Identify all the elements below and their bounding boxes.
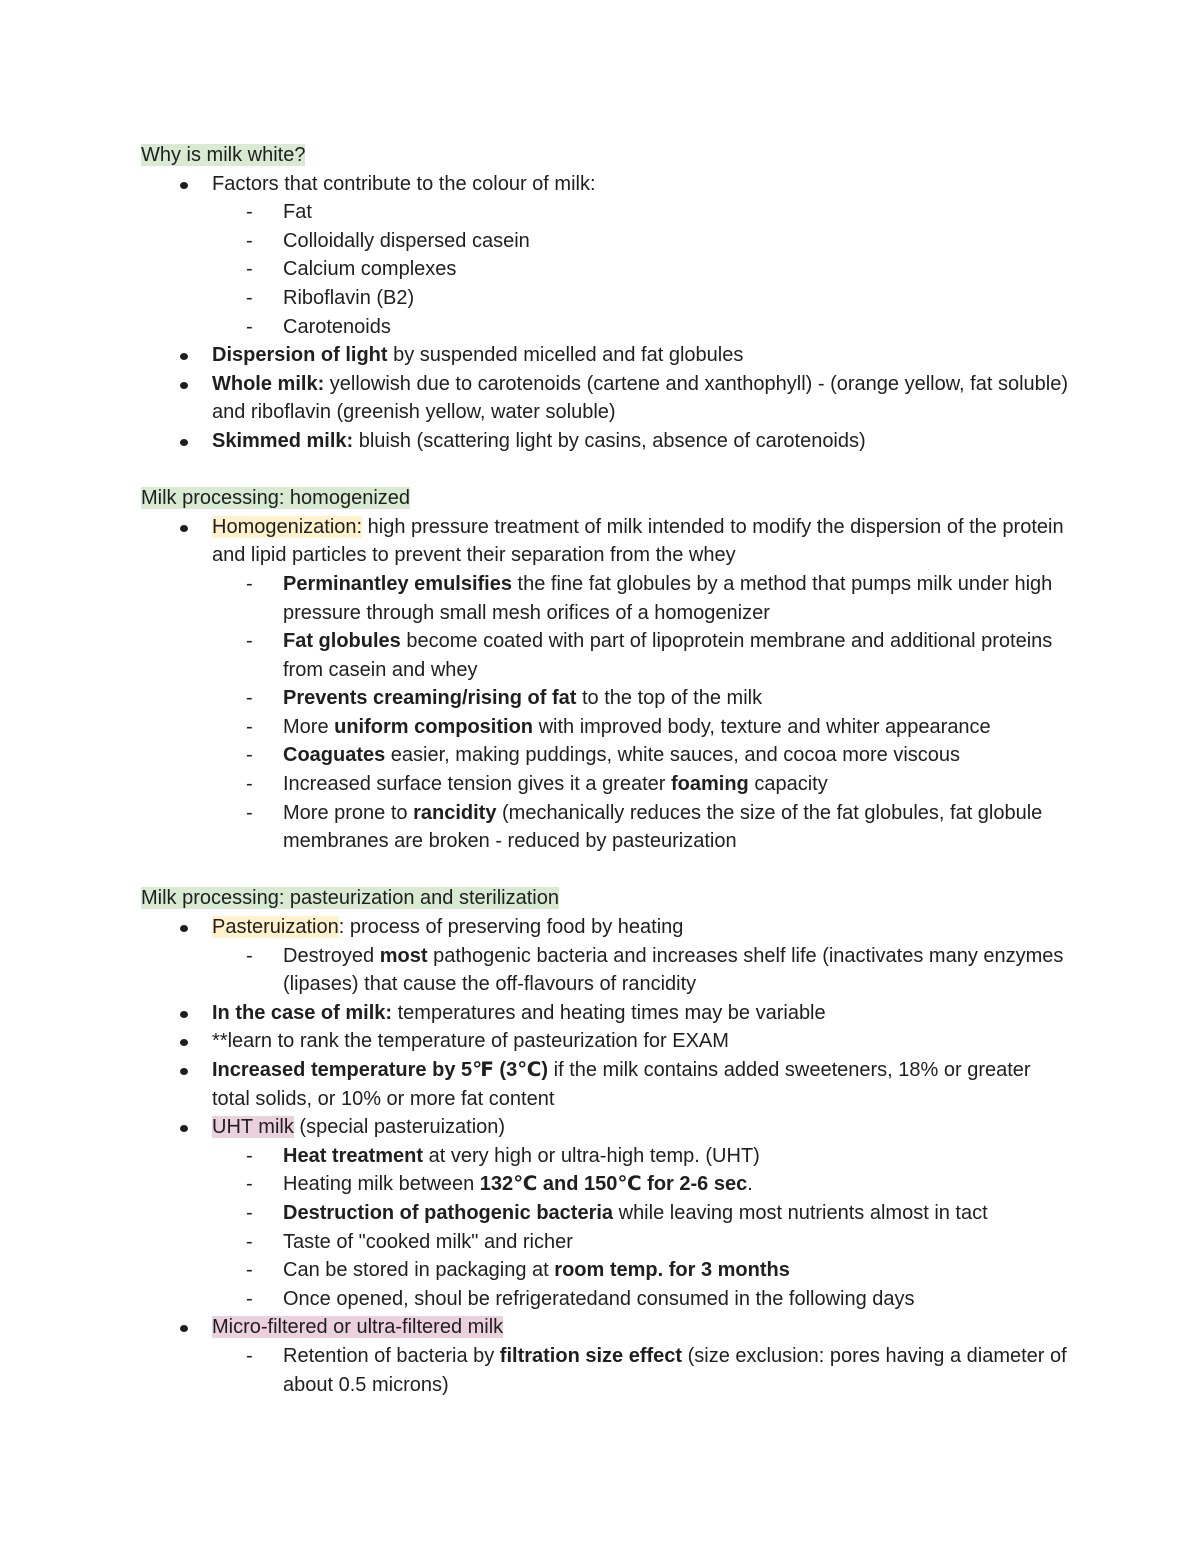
dash-item [212,1228,1071,1257]
bullet-dot-icon [180,1011,188,1018]
bold-text: 132℃ and 150℃ for 2-6 sec [479,1173,748,1196]
section-heading [141,484,1071,513]
bold-text: Increased temperature by 5℉ (3℃) [212,1059,549,1081]
dash-marker-icon: - [246,630,253,653]
text-run: the fine fat globules by a method that pumps milk under high pressure through small mesh orifices of a homogenizer [283,572,1053,624]
bullet-item [141,913,1071,999]
bullet-item [141,427,1071,456]
bold-text: Heat treatment [283,1144,424,1167]
bullet-dot-icon [180,1039,188,1046]
text-run: yellowish due to carotenoids (cartene and xanthophyll) - (orange yellow, fat soluble) and riboflavin (greenish yellow, water soluble) [212,372,1068,424]
highlighted-term: Micro-filtered or ultra-filtered milk [212,1316,504,1339]
bullet-dot-icon [180,182,188,189]
text-run: More [283,715,335,738]
dash-item [212,1142,1071,1171]
text-run: Can be stored in packaging at [283,1259,555,1282]
dash-marker-icon: - [246,1259,253,1282]
text-run: become coated with part of lipoprotein membrane and additional proteins from casein and whey [283,630,1053,681]
bold-text: room temp. for 3 months [554,1259,790,1282]
dash-marker-icon: - [246,1344,253,1367]
dash-list [212,198,1071,341]
dash-marker-icon: - [246,258,253,281]
dash-marker-icon: - [246,773,253,796]
text-run: Carotenoids [283,315,391,338]
dash-item [212,799,1071,856]
bold-text: Whole milk: [212,372,325,395]
dash-marker-icon: - [246,315,253,338]
bullet-dot-icon [180,439,188,446]
section-heading-text: Why is milk white? [141,144,306,166]
text-run: (mechanically reduces the size of the fat globules, fat globule membranes are broken - reduced by pasteurization [283,801,1043,853]
text-run: Colloidally dispersed casein [283,229,530,252]
bold-text: rancidity [413,801,497,824]
bullet-item [141,999,1071,1028]
dash-marker-icon: - [246,687,253,710]
dash-item [212,255,1071,284]
bold-text: Destruction of pathogenic bacteria [283,1201,614,1224]
text-run: Taste of "cooked milk" and richer [283,1230,573,1253]
dash-item [212,770,1071,799]
bullet-list [141,913,1071,1399]
dash-marker-icon: - [246,801,253,824]
section-heading-text: Milk processing: pasteurization and sterilization [141,887,559,910]
section [141,884,1071,1399]
bullet-item [141,341,1071,370]
section-heading [141,884,1071,913]
text-run: to the top of the milk [576,687,763,710]
dash-item [212,1342,1071,1399]
text-run: at very high or ultra-high temp. (UHT) [423,1144,760,1167]
bullet-list [141,513,1071,856]
bullet-dot-icon [180,353,188,360]
dash-item [212,313,1071,342]
dash-marker-icon: - [246,1230,253,1253]
dash-marker-icon: - [246,286,253,309]
bold-text: Coaguates [283,744,386,767]
dash-item [212,198,1071,227]
dash-marker-icon: - [246,1287,253,1310]
text-run: Riboflavin (B2) [283,286,415,309]
text-run: Retention of bacteria by [283,1344,500,1367]
text-run: capacity [748,773,828,796]
dash-marker-icon: - [246,715,253,738]
dash-list [212,1342,1071,1399]
dash-item [212,1256,1071,1285]
dash-marker-icon: - [246,201,253,224]
bold-text: foaming [671,773,749,796]
text-run: while leaving most nutrients almost in tact [613,1201,988,1224]
bullet-dot-icon [180,1125,188,1132]
bold-text: In the case of milk: [212,1001,393,1024]
dash-marker-icon: - [246,1173,253,1196]
text-run: Increased surface tension gives it a greater [283,773,671,796]
bullet-item [141,370,1071,427]
bold-text: Perminantley emulsifies [283,572,512,595]
section [141,484,1071,856]
dash-item [212,627,1071,684]
dash-item [212,713,1071,742]
dash-item [212,1285,1071,1314]
bullet-list [141,170,1071,456]
text-run: pathogenic bacteria and increases shelf life (inactivates many enzymes (lipases) that cause the off-flavours of rancidity [283,944,1064,996]
text-run: Destroyed [283,944,380,967]
bullet-item [141,513,1071,856]
bullet-item [141,1027,1071,1056]
bold-text: uniform composition [334,715,534,738]
text-run: high pressure treatment of milk intended to modify the dispersion of the protein and lipid particles to prevent their separation from the whey [212,515,1064,567]
text-run: More prone to [283,801,414,824]
section [141,141,1071,456]
bullet-item [141,1113,1071,1313]
bullet-dot-icon [180,382,188,389]
text-run: Calcium complexes [283,258,457,281]
section-spacer [141,456,1071,485]
dash-item [212,684,1071,713]
text-run: **learn to rank the temperature of pasteurization for EXAM [212,1030,729,1053]
bullet-item [141,1056,1071,1113]
text-run: (size exclusion: pores having a diameter of about 0.5 microns) [283,1344,1067,1396]
dash-list [212,1142,1071,1314]
text-run: Once opened, shoul be refrigeratedand consumed in the following days [283,1287,915,1310]
bold-text: Dispersion of light [212,344,388,367]
bold-text: Fat globules [283,630,401,653]
dash-marker-icon: - [246,1144,253,1167]
dash-item [212,1170,1071,1199]
bold-text: most [379,944,428,967]
bold-text: Prevents creaming/rising of fat [283,687,577,710]
text-run: bluish (scattering light by casins, absence of carotenoids) [353,429,866,452]
bullet-dot-icon [180,1325,188,1332]
dash-list [212,942,1071,999]
bullet-dot-icon [180,925,188,932]
dash-item [212,284,1071,313]
text-run: . [747,1173,753,1196]
bullet-item [141,170,1071,342]
bullet-item [141,1313,1071,1399]
text-run: Fat [283,201,312,224]
text-run: : process of preserving food by heating [338,916,684,939]
highlighted-term: Pasteruization [212,916,339,939]
section-heading [141,141,1071,170]
text-run: easier, making puddings, white sauces, and cocoa more viscous [385,744,961,767]
dash-marker-icon: - [246,229,253,252]
dash-marker-icon: - [246,1201,253,1224]
highlighted-term: Homogenization: [212,515,363,538]
dash-item [212,570,1071,627]
text-run: by suspended micelled and fat globules [387,344,744,367]
document-page [141,141,1071,1399]
dash-item [212,227,1071,256]
text-run: (special pasteruization) [293,1116,506,1139]
dash-item [212,942,1071,999]
dash-item [212,1199,1071,1228]
dash-list [212,570,1071,856]
section-heading-text: Milk processing: homogenized [141,487,411,510]
dash-item [212,741,1071,770]
text-run: if the milk contains added sweeteners, 18% or greater total solids, or 10% or more fat content [212,1059,1031,1110]
bold-text: Skimmed milk: [212,429,354,452]
dash-marker-icon: - [246,944,253,967]
highlighted-term: UHT milk [212,1116,294,1139]
text-run: Heating milk between [283,1173,480,1196]
text-run: Factors that contribute to the colour of milk: [212,172,596,195]
text-run: temperatures and heating times may be variable [392,1001,826,1024]
section-spacer [141,856,1071,885]
dash-marker-icon: - [246,572,253,595]
bold-text: filtration size effect [499,1344,683,1367]
bullet-dot-icon [180,525,188,532]
dash-marker-icon: - [246,744,253,767]
bullet-dot-icon [180,1068,188,1075]
text-run: with improved body, texture and whiter appearance [533,715,991,738]
